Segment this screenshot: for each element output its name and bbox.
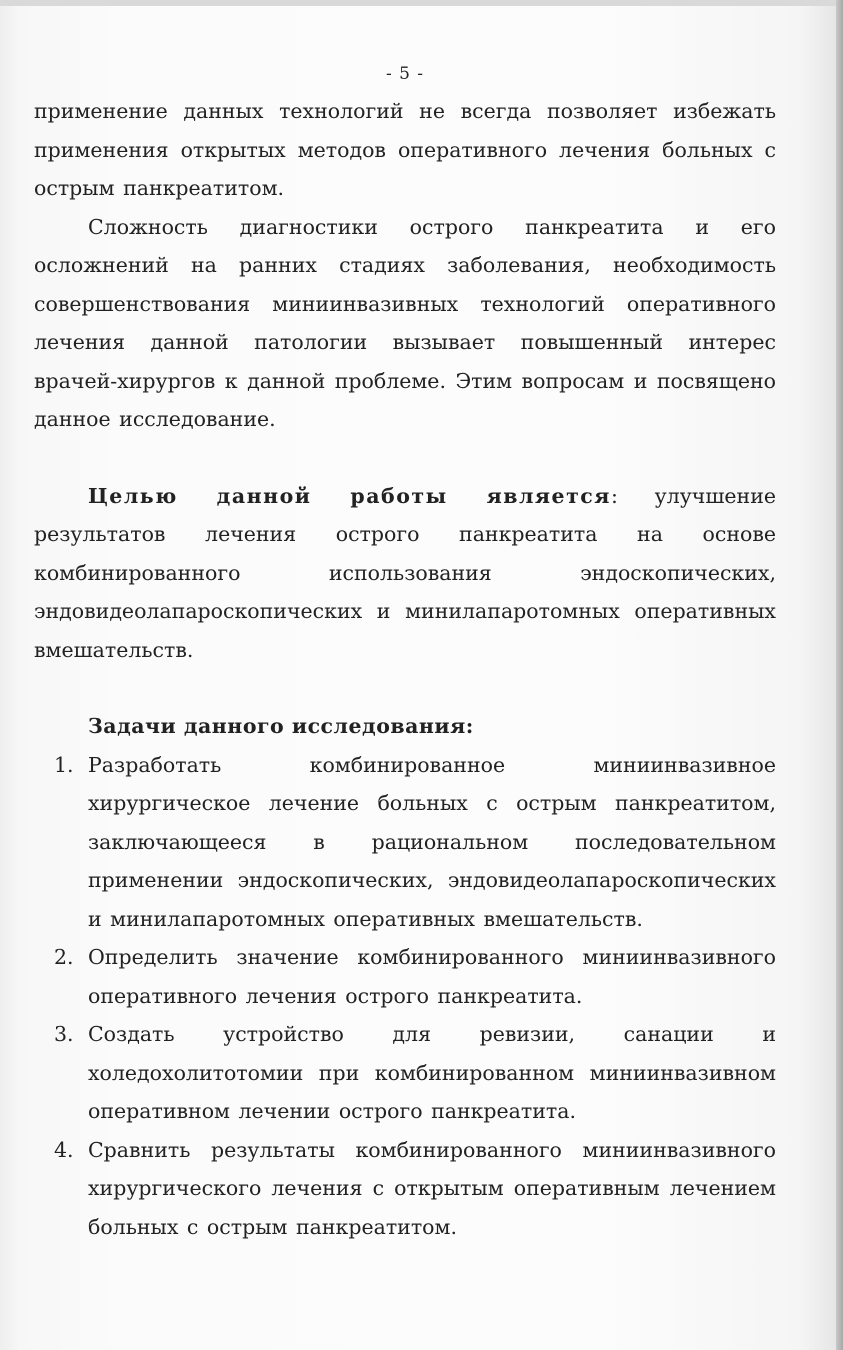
task-number: 3.: [54, 1022, 74, 1046]
task-text: Создать устройство для ревизии, санации и холедохолитотомии при комбинированном миниинвазивном оперативном лечении острого панкреатита.: [88, 1022, 776, 1123]
paragraph-continuation: применение данных технологий не всегда позволяет избежать применения открытых методов оперативного лечения больных с острым панкреатитом.: [34, 99, 776, 200]
spacer: [34, 669, 776, 707]
task-number: 1.: [54, 752, 74, 777]
document-page: [0, 6, 836, 1350]
page-number: - 5 -: [385, 64, 425, 84]
scan-edge-shadow: [836, 0, 843, 1350]
tasks-heading: Задачи данного исследования:: [88, 714, 474, 738]
goal-paragraph: [34, 477, 776, 670]
task-text: Разработать комбинированное миниинвазивное хирургическое лечение больных с острым панкреатитом, заключающееся в рациональном последовательном применении эндоскопических, эндовидеолапароскопических и минилапаротомных оперативных вмешательств.: [88, 752, 776, 931]
task-text: Сравнить результаты комбинированного миниинвазивного хирургического лечения с открытым оперативным лечением больных с острым панкреатитом.: [88, 1137, 776, 1239]
page-content: [34, 92, 776, 1246]
task-item-4: [34, 1131, 776, 1247]
task-number: 2.: [54, 945, 74, 969]
task-item-2: [34, 938, 776, 1015]
task-list: [34, 746, 776, 1247]
task-item-3: [34, 1015, 776, 1131]
paragraph-relevance: Сложность диагностики острого панкреатита и его осложнений на ранних стадиях заболевания, необходимость совершенствования миниинвазивных технологий оперативного лечения данной патологии вызывает повышенный интерес врачей-хирургов к данной проблеме. Этим вопросам и посвящено данное исследование.: [34, 214, 776, 431]
goal-text: : улучшение результатов лечения острого панкреатита на основе комбинированного использования эндоскопических, эндовидеолапароскопических и минилапаротомных оперативных вмешательств.: [34, 483, 776, 662]
spacer: [34, 439, 776, 477]
task-item-1: [34, 746, 776, 939]
task-text: Определить значение комбинированного миниинвазивного оперативного лечения острого панкреатита.: [88, 945, 776, 1008]
task-number: 4.: [54, 1137, 74, 1162]
goal-label: Целью данной работы является: [88, 483, 611, 508]
